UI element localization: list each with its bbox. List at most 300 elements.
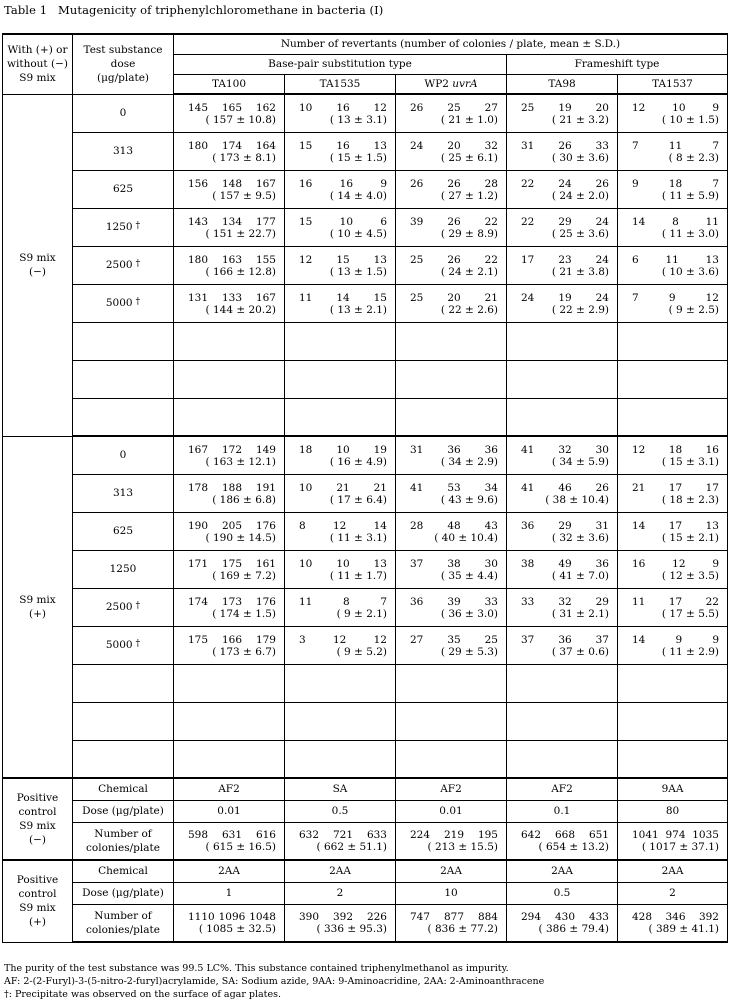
colony-count: 9 <box>632 177 639 190</box>
mean-sd: ( 169 ± 7.2) <box>212 569 276 582</box>
colony-count: 195 <box>477 829 498 842</box>
mean-value: 654 <box>545 841 567 854</box>
sd-value: 6.8 <box>255 493 272 506</box>
colony-count: 29 <box>558 519 572 532</box>
dose-cell <box>73 208 174 246</box>
empty-cell <box>618 322 728 360</box>
sd-value: 3.2 <box>588 113 605 126</box>
mean-sd: ( 29 ± 5.3) <box>440 645 498 658</box>
colony-count: 10 <box>672 101 686 114</box>
sd-value: 20.2 <box>248 303 272 316</box>
sd-value: 4.9 <box>366 455 383 468</box>
count-cell <box>507 94 618 132</box>
colony-count: 21 <box>336 481 350 494</box>
colony-count: 25 <box>447 101 461 114</box>
count-cell <box>396 550 507 588</box>
dose-cell <box>73 626 174 664</box>
mean-sd: ( 166 ± 12.8) <box>205 265 276 278</box>
empty-cell <box>396 664 507 702</box>
empty-cell <box>73 322 174 360</box>
count-cell <box>396 284 507 322</box>
colony-count: 26 <box>447 177 461 190</box>
colony-count: 176 <box>255 519 276 532</box>
sd-value: 1.5 <box>366 151 383 164</box>
sd-value: 2.1 <box>366 607 383 620</box>
dose-cell <box>73 550 174 588</box>
mean-sd: ( 10 ± 3.6) <box>661 265 719 278</box>
mean-sd: ( 15 ± 2.1) <box>661 531 719 544</box>
mean-value: 389 <box>655 923 677 936</box>
mean-sd: ( 25 ± 3.6) <box>551 227 609 240</box>
mean-sd: ( 836 ± 77.2) <box>427 923 498 936</box>
positive-dose: 80 <box>618 800 728 822</box>
mean-value: 15 <box>669 455 683 468</box>
table-row <box>3 588 728 626</box>
mean-value: 38 <box>552 493 567 506</box>
positive-count-row <box>3 822 728 860</box>
colony-count: 7 <box>380 595 387 608</box>
count-cell <box>507 904 618 942</box>
sd-value: 3.1 <box>698 455 715 468</box>
count-cell <box>396 512 507 550</box>
mean-sd: ( 10 ± 1.5) <box>661 113 719 126</box>
colony-count: 49 <box>558 557 572 570</box>
colony-count: 12 <box>299 253 313 266</box>
sd-value: 79.4 <box>581 923 605 936</box>
dose-value: 2500 <box>105 601 133 613</box>
sd-value: 3.1 <box>366 531 383 544</box>
count-cell <box>618 284 728 322</box>
empty-cell <box>618 398 728 436</box>
mean-value: 9 <box>344 645 351 658</box>
mean-value: 18 <box>669 493 683 506</box>
empty-cell <box>618 360 728 398</box>
count-cell <box>507 132 618 170</box>
count-cell <box>396 170 507 208</box>
mean-value: 32 <box>559 531 573 544</box>
colony-count: 27 <box>410 633 424 646</box>
sd-value: 5.2 <box>366 645 383 658</box>
count-cell <box>396 904 507 942</box>
chemical-name: 2AA <box>618 860 728 882</box>
header-span-title: Number of revertants (number of colonies / plate, mean ± S.D.) <box>174 34 728 54</box>
sd-value: 2.3 <box>698 493 715 506</box>
colony-count: 21 <box>484 291 498 304</box>
colony-count: 7 <box>632 139 639 152</box>
mean-sd: ( 17 ± 5.5) <box>661 607 719 620</box>
colony-count: 171 <box>188 557 209 570</box>
count-cell <box>618 474 728 512</box>
mean-value: 24 <box>448 265 462 278</box>
count-cell <box>285 94 396 132</box>
sd-value: 3.6 <box>588 151 605 164</box>
colony-count: 191 <box>255 481 276 494</box>
mean-value: 615 <box>212 841 234 854</box>
mean-value: 11 <box>669 227 683 240</box>
mean-value: 36 <box>448 607 462 620</box>
colony-count: 433 <box>588 911 609 924</box>
colony-count: 1110 <box>188 911 215 924</box>
positive-chemical-row <box>3 778 728 800</box>
colony-count: 13 <box>705 253 719 266</box>
count-cell <box>507 170 618 208</box>
colony-count: 9 <box>675 633 683 646</box>
mean-sd: ( 22 ± 2.6) <box>440 303 498 316</box>
empty-cell <box>73 360 174 398</box>
table-row <box>3 436 728 474</box>
mean-sd: ( 174 ± 1.5) <box>212 607 276 620</box>
positive-dose: 2 <box>618 882 728 904</box>
colony-count: 32 <box>558 443 572 456</box>
mean-value: 15 <box>669 531 683 544</box>
colony-count: 1096 <box>218 911 246 924</box>
colony-count: 28 <box>410 519 424 532</box>
header-strain: TA100 <box>174 74 285 94</box>
mean-sd: ( 1085 ± 32.5) <box>198 923 276 936</box>
mean-value: 21 <box>559 265 573 278</box>
count-cell <box>285 246 396 284</box>
count-cell <box>507 208 618 246</box>
mean-sd: ( 36 ± 3.0) <box>440 607 498 620</box>
count-cell <box>396 132 507 170</box>
mean-value: 17 <box>337 493 351 506</box>
sd-value: 10.8 <box>248 113 272 126</box>
colony-count: 17 <box>521 253 535 266</box>
count-label: Number of colonies/plate <box>73 822 174 860</box>
mean-sd: ( 173 ± 6.7) <box>212 645 276 658</box>
mean-value: 25 <box>448 151 462 164</box>
mean-value: 157 <box>219 189 240 202</box>
colony-count: 163 <box>221 253 243 266</box>
colony-count: 25 <box>410 253 424 266</box>
colony-count: 41 <box>410 481 424 494</box>
colony-count: 26 <box>410 101 424 114</box>
colony-count: 25 <box>484 633 498 646</box>
colony-count: 148 <box>221 177 243 190</box>
dose-value: 625 <box>112 525 134 537</box>
sd-value: 10.4 <box>581 493 605 506</box>
colony-count: 17 <box>668 595 683 608</box>
mean-value: 37 <box>559 645 573 658</box>
dose-value: 1250 <box>105 221 133 233</box>
empty-cell <box>507 322 618 360</box>
empty-cell <box>73 398 174 436</box>
colony-count: 167 <box>255 291 276 304</box>
footnote-dagger: †: Precipitate was observed on the surface of agar plates. <box>4 989 282 1000</box>
colony-count: 36 <box>447 443 461 456</box>
positive-dose: 0.1 <box>507 800 618 822</box>
mean-sd: ( 157 ± 10.8) <box>205 113 276 126</box>
colony-count: 12 <box>332 633 347 646</box>
empty-row <box>3 702 728 740</box>
colony-count: 13 <box>705 519 719 532</box>
mean-value: 13 <box>337 303 351 316</box>
header-bp-type: Base-pair substitution type <box>174 54 507 74</box>
count-cell <box>507 822 618 860</box>
mean-sd: ( 40 ± 10.4) <box>434 531 498 544</box>
colony-count: 10 <box>299 481 313 494</box>
mean-sd: ( 11 ± 3.1) <box>329 531 387 544</box>
count-cell <box>618 436 728 474</box>
colony-count: 598 <box>188 829 209 842</box>
header-strain: TA1535 <box>285 74 396 94</box>
sd-value: 22.7 <box>248 227 272 240</box>
positive-dose: 2 <box>285 882 396 904</box>
sd-value: 2.3 <box>698 151 715 164</box>
sd-value: 2.1 <box>366 303 383 316</box>
colony-count: 36 <box>521 519 535 532</box>
sd-value: 1.5 <box>255 607 272 620</box>
count-cell <box>618 94 728 132</box>
mean-sd: ( 27 ± 1.2) <box>440 189 498 202</box>
mean-sd: ( 12 ± 3.5) <box>661 569 719 582</box>
mean-sd: ( 30 ± 3.6) <box>551 151 609 164</box>
mean-value: 16 <box>337 455 351 468</box>
mean-value: 173 <box>219 151 240 164</box>
mean-value: 12 <box>669 569 683 582</box>
colony-count: 34 <box>484 481 498 494</box>
colony-count: 39 <box>410 215 424 228</box>
colony-count: 17 <box>668 481 683 494</box>
empty-cell <box>174 702 285 740</box>
colony-count: 33 <box>521 595 535 608</box>
sd-value: 2.1 <box>477 265 494 278</box>
colony-count: 9 <box>712 633 719 646</box>
colony-count: 24 <box>521 291 535 304</box>
colony-count: 19 <box>558 291 572 304</box>
count-cell <box>174 512 285 550</box>
sd-value: 6.7 <box>255 645 272 658</box>
mean-sd: ( 13 ± 2.1) <box>329 303 387 316</box>
colony-count: 131 <box>188 291 209 304</box>
colony-count: 974 <box>665 829 686 842</box>
mean-value: 1085 <box>206 923 234 936</box>
sd-value: 51.1 <box>359 841 383 854</box>
colony-count: 36 <box>410 595 424 608</box>
dose-value: 1250 <box>109 563 137 575</box>
sd-value: 3.8 <box>588 265 605 278</box>
count-cell <box>618 170 728 208</box>
count-cell <box>507 474 618 512</box>
mean-sd: ( 13 ± 1.5) <box>329 265 387 278</box>
group-label: S9 mix (+) <box>3 436 73 778</box>
table-row <box>3 208 728 246</box>
mean-sd: ( 24 ± 2.0) <box>551 189 609 202</box>
colony-count: 10 <box>299 101 313 114</box>
mean-sd: ( 389 ± 41.1) <box>648 923 719 936</box>
empty-cell <box>618 702 728 740</box>
positive-dose-row <box>3 800 728 822</box>
colony-count: 10 <box>336 557 350 570</box>
precipitate-mark: † <box>135 259 141 269</box>
colony-count: 22 <box>484 215 498 228</box>
colony-count: 428 <box>632 911 653 924</box>
colony-count: 11 <box>632 595 646 608</box>
colony-count: 12 <box>632 101 646 114</box>
colony-count: 15 <box>336 253 350 266</box>
count-cell <box>174 474 285 512</box>
chemical-name: 2AA <box>285 860 396 882</box>
sd-value: 6.1 <box>477 151 494 164</box>
mean-value: 35 <box>448 569 462 582</box>
sd-value: 32.5 <box>248 923 272 936</box>
colony-count: 48 <box>447 519 461 532</box>
mean-value: 336 <box>323 923 345 936</box>
dose-cell <box>73 284 174 322</box>
count-cell <box>507 550 618 588</box>
sd-value: 6.4 <box>366 493 383 506</box>
mean-sd: ( 11 ± 1.7) <box>329 569 387 582</box>
colony-count: 9 <box>712 101 719 114</box>
count-cell <box>285 512 396 550</box>
colony-count: 32 <box>484 139 498 152</box>
colony-count: 642 <box>521 829 542 842</box>
footnote-purity: The purity of the test substance was 99.5 LC%. This substance contained triphenylmethanol as impurity. <box>4 963 509 974</box>
mean-sd: ( 151 ± 22.7) <box>205 227 276 240</box>
positive-dose: 0.5 <box>507 882 618 904</box>
colony-count: 143 <box>188 215 209 228</box>
colony-count: 29 <box>558 215 572 228</box>
colony-count: 178 <box>188 481 209 494</box>
colony-count: 37 <box>595 633 609 646</box>
count-cell <box>396 246 507 284</box>
colony-count: 180 <box>188 253 209 266</box>
colony-count: 17 <box>705 481 719 494</box>
table-row <box>3 132 728 170</box>
colony-count: 11 <box>668 139 683 152</box>
count-cell <box>618 208 728 246</box>
colony-count: 294 <box>521 911 542 924</box>
precipitate-mark: † <box>135 601 141 611</box>
mean-sd: ( 190 ± 14.5) <box>205 531 276 544</box>
count-cell <box>174 904 285 942</box>
colony-count: 10 <box>299 557 313 570</box>
colony-count: 616 <box>255 829 276 842</box>
empty-cell <box>396 398 507 436</box>
colony-count: 174 <box>221 139 243 152</box>
mean-value: 174 <box>219 607 240 620</box>
colony-count: 631 <box>221 829 243 842</box>
colony-count: 392 <box>698 911 719 924</box>
colony-count: 24 <box>595 291 609 304</box>
dose-value: 5000 <box>105 639 133 651</box>
dose-value: 0 <box>119 107 127 119</box>
colony-count: 11 <box>705 215 719 228</box>
count-cell <box>507 512 618 550</box>
colony-count: 24 <box>410 139 424 152</box>
colony-count: 17 <box>668 519 683 532</box>
colony-count: 39 <box>447 595 461 608</box>
dose-cell <box>73 436 174 474</box>
colony-count: 174 <box>188 595 209 608</box>
colony-count: 188 <box>221 481 243 494</box>
empty-cell <box>285 322 396 360</box>
mean-sd: ( 10 ± 4.5) <box>329 227 387 240</box>
group-label: S9 mix (−) <box>3 94 73 436</box>
table-row <box>3 246 728 284</box>
count-cell <box>174 246 285 284</box>
chemical-name: 2AA <box>507 860 618 882</box>
colony-count: 15 <box>373 291 387 304</box>
dose-value: 2500 <box>105 259 133 271</box>
colony-count: 12 <box>373 101 387 114</box>
sd-value: 2.0 <box>588 189 605 202</box>
colony-count: 24 <box>558 177 572 190</box>
table-number: Table 1 <box>4 3 48 17</box>
dose-value: 313 <box>112 487 134 499</box>
sd-value: 5.9 <box>698 189 715 202</box>
colony-count: 164 <box>255 139 276 152</box>
table-row <box>3 512 728 550</box>
colony-count: 1041 <box>632 829 659 842</box>
colony-count: 651 <box>588 829 609 842</box>
chemical-label: Chemical <box>73 860 174 882</box>
dose-value: 625 <box>112 183 134 195</box>
colony-count: 175 <box>188 633 209 646</box>
sd-value: 3.0 <box>698 227 715 240</box>
empty-cell <box>174 740 285 778</box>
count-cell <box>285 170 396 208</box>
mean-sd: ( 8 ± 2.3) <box>668 151 719 164</box>
mean-value: 30 <box>559 151 573 164</box>
positive-chemical-row <box>3 860 728 882</box>
mean-sd: ( 15 ± 3.1) <box>661 455 719 468</box>
colony-count: 26 <box>558 139 572 152</box>
colony-count: 15 <box>299 139 313 152</box>
dose-value: 0 <box>119 449 127 462</box>
sd-value: 2.6 <box>477 303 494 316</box>
mean-value: 27 <box>448 189 462 202</box>
colony-count: 20 <box>447 291 461 304</box>
mean-value: 34 <box>448 455 462 468</box>
mean-value: 9 <box>344 607 351 620</box>
count-cell <box>174 436 285 474</box>
colony-count: 224 <box>410 829 431 842</box>
colony-count: 175 <box>221 557 243 570</box>
colony-count: 133 <box>221 291 243 304</box>
colony-count: 166 <box>221 633 243 646</box>
mean-sd: ( 25 ± 6.1) <box>440 151 498 164</box>
mutagenicity-table <box>2 33 728 943</box>
mean-sd: ( 35 ± 4.4) <box>440 569 498 582</box>
empty-cell <box>618 740 728 778</box>
colony-count: 346 <box>665 911 686 924</box>
sd-value: 9.5 <box>255 189 272 202</box>
colony-count: 877 <box>443 911 465 924</box>
sd-value: 37.1 <box>691 841 715 854</box>
empty-cell <box>174 664 285 702</box>
sd-value: 3.6 <box>698 265 715 278</box>
mean-sd: ( 38 ± 10.4) <box>545 493 609 506</box>
sd-value: 4.4 <box>477 569 494 582</box>
colony-count: 430 <box>554 911 576 924</box>
empty-cell <box>73 740 174 778</box>
sd-value: 77.2 <box>470 923 494 936</box>
mean-sd: ( 29 ± 8.9) <box>440 227 498 240</box>
colony-count: 176 <box>255 595 276 608</box>
mean-value: 173 <box>219 645 240 658</box>
sd-value: 12.1 <box>248 455 272 468</box>
colony-count: 16 <box>632 557 646 570</box>
colony-count: 31 <box>595 519 609 532</box>
mean-sd: ( 31 ± 2.1) <box>551 607 609 620</box>
mean-value: 40 <box>441 531 456 544</box>
colony-count: 179 <box>255 633 276 646</box>
empty-cell <box>73 702 174 740</box>
mean-sd: ( 173 ± 8.1) <box>212 151 276 164</box>
mean-sd: ( 17 ± 6.4) <box>329 493 387 506</box>
colony-count: 6 <box>380 215 387 228</box>
